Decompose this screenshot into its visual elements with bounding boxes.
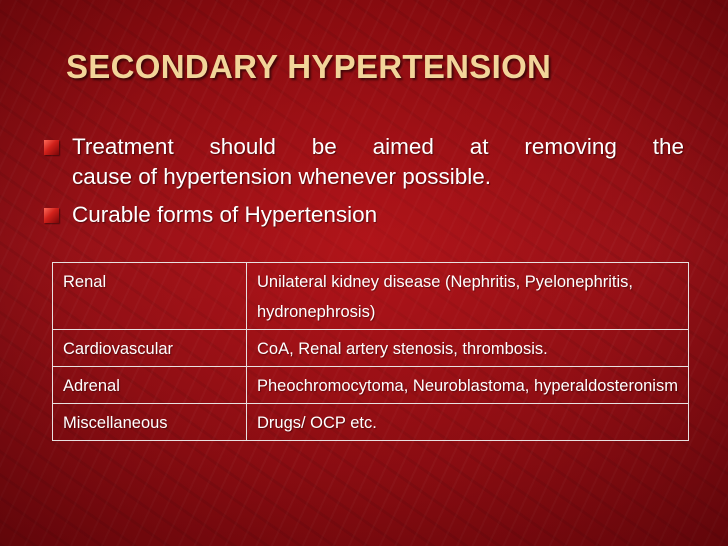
bullet-text: Curable forms of Hypertension <box>72 202 378 227</box>
causes-cell: CoA, Renal artery stenosis, thrombosis. <box>247 330 689 367</box>
table-row <box>53 404 689 441</box>
category-cell: Adrenal <box>53 367 247 404</box>
causes-table-container <box>52 262 689 441</box>
square-bullet-icon <box>44 208 59 223</box>
bullet-item <box>44 200 684 230</box>
table-row <box>53 330 689 367</box>
causes-cell: Pheochromocytoma, Neuroblastoma, hyperaldosteronism <box>247 367 689 404</box>
square-bullet-icon <box>44 140 59 155</box>
bullet-list <box>44 132 684 238</box>
causes-cell: Drugs/ OCP etc. <box>247 404 689 441</box>
table-row <box>53 367 689 404</box>
bullet-text-line-1: Treatment should be aimed at removing the <box>72 134 684 159</box>
category-cell: Miscellaneous <box>53 404 247 441</box>
category-cell: Cardiovascular <box>53 330 247 367</box>
bullet-text-line-2: cause of hypertension whenever possible. <box>72 164 492 189</box>
causes-cell: Unilateral kidney disease (Nephritis, Pyelonephritis, hydronephrosis) <box>247 263 689 330</box>
slide-title: SECONDARY HYPERTENSION <box>66 48 552 85</box>
category-cell: Renal <box>53 263 247 330</box>
causes-table <box>52 262 689 441</box>
table-row <box>53 263 689 330</box>
bullet-text <box>72 132 684 192</box>
bullet-item <box>44 132 684 192</box>
